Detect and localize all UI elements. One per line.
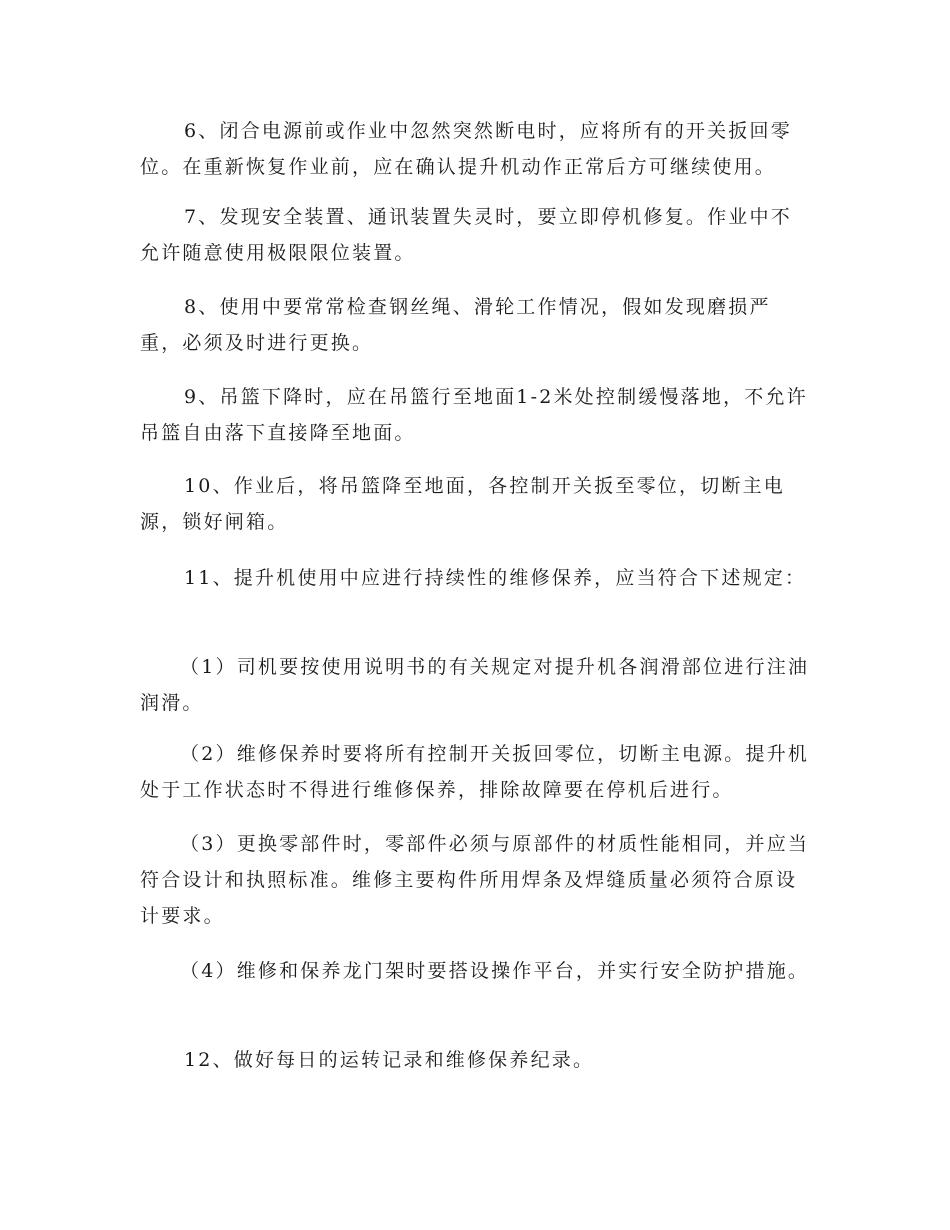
paragraph-item-8: 8、使用中要常常检查钢丝绳、滑轮工作情况，假如发现磨损严重，必须及时进行更换。 [140,296,771,354]
paragraph-item-11: 11、提升机使用中应进行持续性的维修保养，应当符合下述规定： [184,567,807,589]
paragraph-item-10: 10、作业后，将吊篮降至地面，各控制开关扳至零位，切断主电源，锁好闸箱。 [140,475,785,533]
paragraph-item-6: 6、闭合电源前或作业中忽然突然断电时，应将所有的开关扳回零位。在重新恢复作业前，应在确认提升机动作正常后方可继续使用。 [140,120,792,178]
paragraph-item-11-4: （4）维修和保养龙门架时要搭设操作平台，并实行安全防护措施。 [180,960,810,982]
paragraph-item-11-2: （2）维修保养时要将所有控制开关扳回零位，切断主电源。提升机处于工作状态时不得进行维修保养，排除故障要在停机后进行。 [140,743,810,801]
paragraph-item-12: 12、做好每日的运转记录和维修保养纪录。 [184,1049,595,1071]
paragraph-item-11-3: （3）更换零部件时，零部件必须与原部件的材质性能相同，并应当符合设计和执照标准。维修主要构件所用焊条及焊缝质量必须符合原设计要求。 [140,833,810,927]
paragraph-item-7: 7、发现安全装置、通讯装置失灵时，要立即停机修复。作业中不允许随意使用极限限位装置。 [140,206,792,264]
paragraph-item-11-1: （1）司机要按使用说明书的有关规定对提升机各润滑部位进行注油润滑。 [140,656,810,714]
paragraph-item-9: 9、吊篮下降时，应在吊篮行至地面1-2米处控制缓慢落地，不允许吊篮自由落下直接降至地面。 [140,386,808,444]
